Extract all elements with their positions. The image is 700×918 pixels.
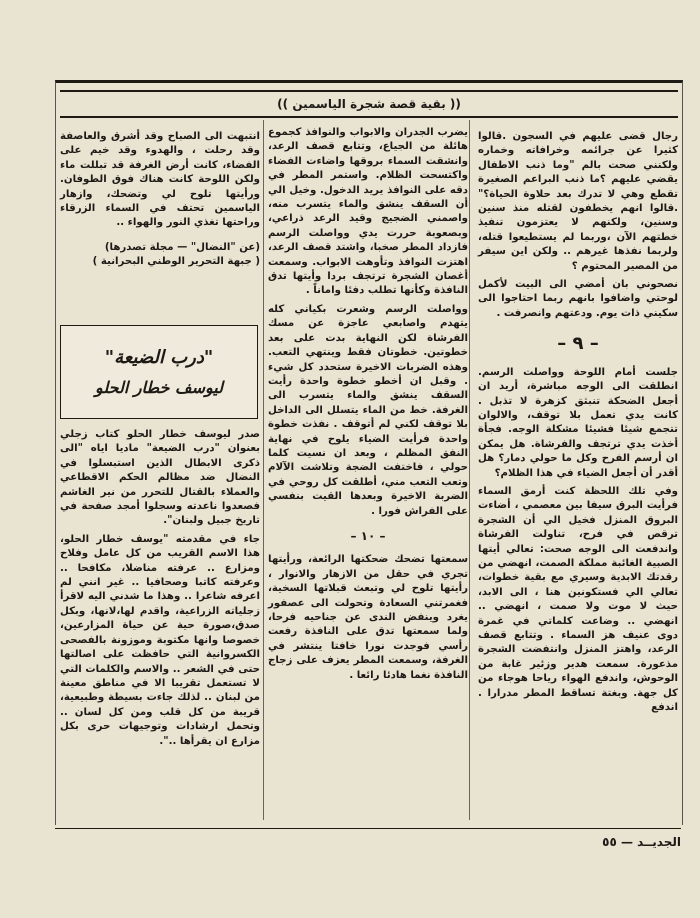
footer-text: الجديــد — ٥٥ [602,835,681,849]
right-column [478,130,678,719]
paragraph: وواصلت الرسم وشعرت بكياني كله يتهدم واصابعي عاجزة عن مسك الفرشاة لكن النهاية بدت على بعد خطوتين. خطوتان فقط وينتهي التعب. وهذه الضربات الاخيرة ستحدد كل شيء . وقبل ان أخطو خطوة واحدة رأيت السقف ينشق والماء يتسرب الى الغرفة. خط من الماء يتسلل الى الداخل بلا توقف لكني لم أتوقف . نفذت خطوة واحدة فرأيت الضياء يلوح في نهاية النفق المظلم ، وبعد ان نسيت كلما حولي ، فاختفت الضجة وتلاشت الآلام وتعب التعب مني، أطلقت كل روحي في الضربة الاخيرة وبعدها القيت بنفسي على الفراش فورا . [268,303,468,517]
paragraph: نصحوني بان أمضي الى البيت لأكمل لوحتي واضافوا بانهم ربما احتاجوا الى سكيني ذات يوم. ودعتهم وانصرفت . [478,279,678,319]
paragraph: رجال قضى عليهم في السجون .قالوا كثيرا عن جرائمه وخرافاته وخماره ولكنني صحت بالم "وما ذنب الاطفال يقضي عليهم ؟ما ذنب البراعم الصغيرة تقطع وهي لا تدرك بعد حلاوة الحياة؟" .قالوا انهم يخطفون لقتله منذ سنين وسنين، ولكنهم لا يعتزمون تنفيذ خطتهم الآن ،وربما لم يستطيعوا قتله، ولربما نفذها غيرهم .. ولكن اين سيفر من المصير المحتوم ؟ [478,131,678,272]
left-column [60,130,260,270]
paragraph: وفي تلك اللحظة كنت أرمق السماء فرأيت البرق سيفا بين معصمي ، أضاءت البروق المنزل فخيل الي أن الشجرة ترقص في فرح، تناولت الفرشاة واندفعت الى الوجه صحت: تعالي أيتها الصبية الغائبة مملكة الصمت، انهضي من رقدتك الابدية وسيري مع بقية خطوات، تعالي الي فستكونين هنا ، الى الابد، حيث لا موت ولا صمت ، انهضي .. انهضي .. وضاعت كلماتي في غمرة دوى عنيف هز السماء . وتتابع قصف الرعد، واهتز المنزل وانتفضت الشجرة مذعورة. سمعت هدير وزئير غابة من الوحوش، واندفع الهواء رياحا هوجاء من كل جهة. وبغتة تساقط المطر مدرارا . اندفع [478,485,678,714]
paragraph: انتبهت الى الصباح وقد أشرق والعاصفة وقد رحلت ، والهدوء وقد خيم على الفضاء، كانت أرض الغرفة قد تبللت ماء ولكن اللوحة كانت هناك فوق الطوفان. ورأيتها تلوح لي وتضحك، وازهار الياسمين تحتف في السماء الزرقاء وراحتها تغذي النور والهواء .. [60,131,260,229]
column-divider [263,120,264,820]
source-credit [60,241,260,270]
book-author: ليوسف خطار الحلو [95,378,223,397]
paragraph: يضرب الجدران والابواب والنوافذ كجموع هائلة من الجياع، وتتابع قصف الرعد، وانشقت السماء بروقها واضاءت الفضاء واكتسحت الظلام. واستمر المطر في دقه على النوافذ يريد الدخول. وخيل الي أن السقف ينشق والماء يتسرب منه، واصمني الضجيج وقيد الرعد ذراعي، وبصعوبة حررت يدي وواصلت الرسم فازداد المطر صخبا، واشتد قصف الرعد، اهتزت النوافذ وتأوهت الابواب. وسمعت أغصان الشجرة ترتجف بردا وأيتها تدق النافذة وكأنها تطلب دفئا واماناً . [268,127,468,297]
section-marker-10: – ١٠ – [350,528,386,543]
column-divider [469,120,470,820]
source-line: (عن "النضال" — مجلة تصدرها) [104,241,260,253]
book-title-box [60,325,258,419]
paragraph: جاء في مقدمته "يوسف خطار الحلو، هذا الاسم القريب من كل عامل وفلاح ومزارع .. عرفته مناضلا، مكافحا .. وعرفته كاتبا وصحافيا .. غير انني لم اعرفه شاعرا .. وهذا ما شدني اليه لاقرأ زجلياته الزراعية، واقدم لها،لانها، وبكل صدق،صورة حية عن حياة المزارعين، خصوصا وانها مكتوبة وموزونة بالفصحى الكسروانية التي حافظت على اصالتها حتى في الشعر .. والاسم والكلمات التي لا تستعمل تقريبا الا في مناطق معينة من لبنان .. لذلك جاءت بسيطة وطبيعية، قريبة من كل قلب ومن كل لسان .. وتحمل ارشادات وتوجيهات حرى بكل مزارع ان يقرأها ..". [60,533,260,747]
header-title: (( بقية قصة شجرة الياسمين )) [277,97,461,111]
paragraph: صدر ليوسف خطار الحلو كتاب زجلي بعنوان "درب الضيعة" ماديا اياه "الى ذكرى الابطال الذين استبسلوا في النضال ضد مظالم الحكم الاقطاعي والعملاء بالقتال للتحرر من نير الغاشم فصعدوا ناعدته وسجلوا أمجد صفحة في تاريخ جبيل ولبنان". [60,429,260,527]
continuation-header [60,90,678,118]
paragraph: جلست أمام اللوحة وواصلت الرسم. انطلقت الى الوجه مباشرة، أريد ان أجعل الضحكة تنبثق كزهرة لا تذبل . كانت يدي تعمل بلا توقف، والالوان تتجمع شيئا فشيئا مشكلة الوجه. فجأة أخذت يدي ترتجف والفرشاة. هل يمكن ان أرسم الفرح وكل ما حولي دمار؟ هل أقدر أن أجعل الضياء في هذا الظلام؟ [478,366,678,479]
page-footer [55,828,681,849]
book-review-column [60,428,260,753]
middle-column [268,126,468,687]
book-title: "درب الضيعة" [104,347,214,368]
paragraph: سمعتها تضحك ضحكتها الرائعة، ورأيتها تجري في حقل من الازهار والانوار ، رأيتها تلوح لي وتبعث قبلاتها السخية، فغمرتني السعادة وتحولت الى عصفور يغرد وينفض الندى عن جناحيه فرحا، ولما سمعتها تدق على النافذة رفعت رأسي فوجدت نورا خافتا ينتشر في الغرفة، وسمعت المطر يعزف على زجاج النافذة نغما هادئا رائعا . [268,554,468,681]
source-line: ( جبهة التحرير الوطني البحرانية ) [92,256,260,268]
section-marker-9: – ٩ – [557,333,599,355]
